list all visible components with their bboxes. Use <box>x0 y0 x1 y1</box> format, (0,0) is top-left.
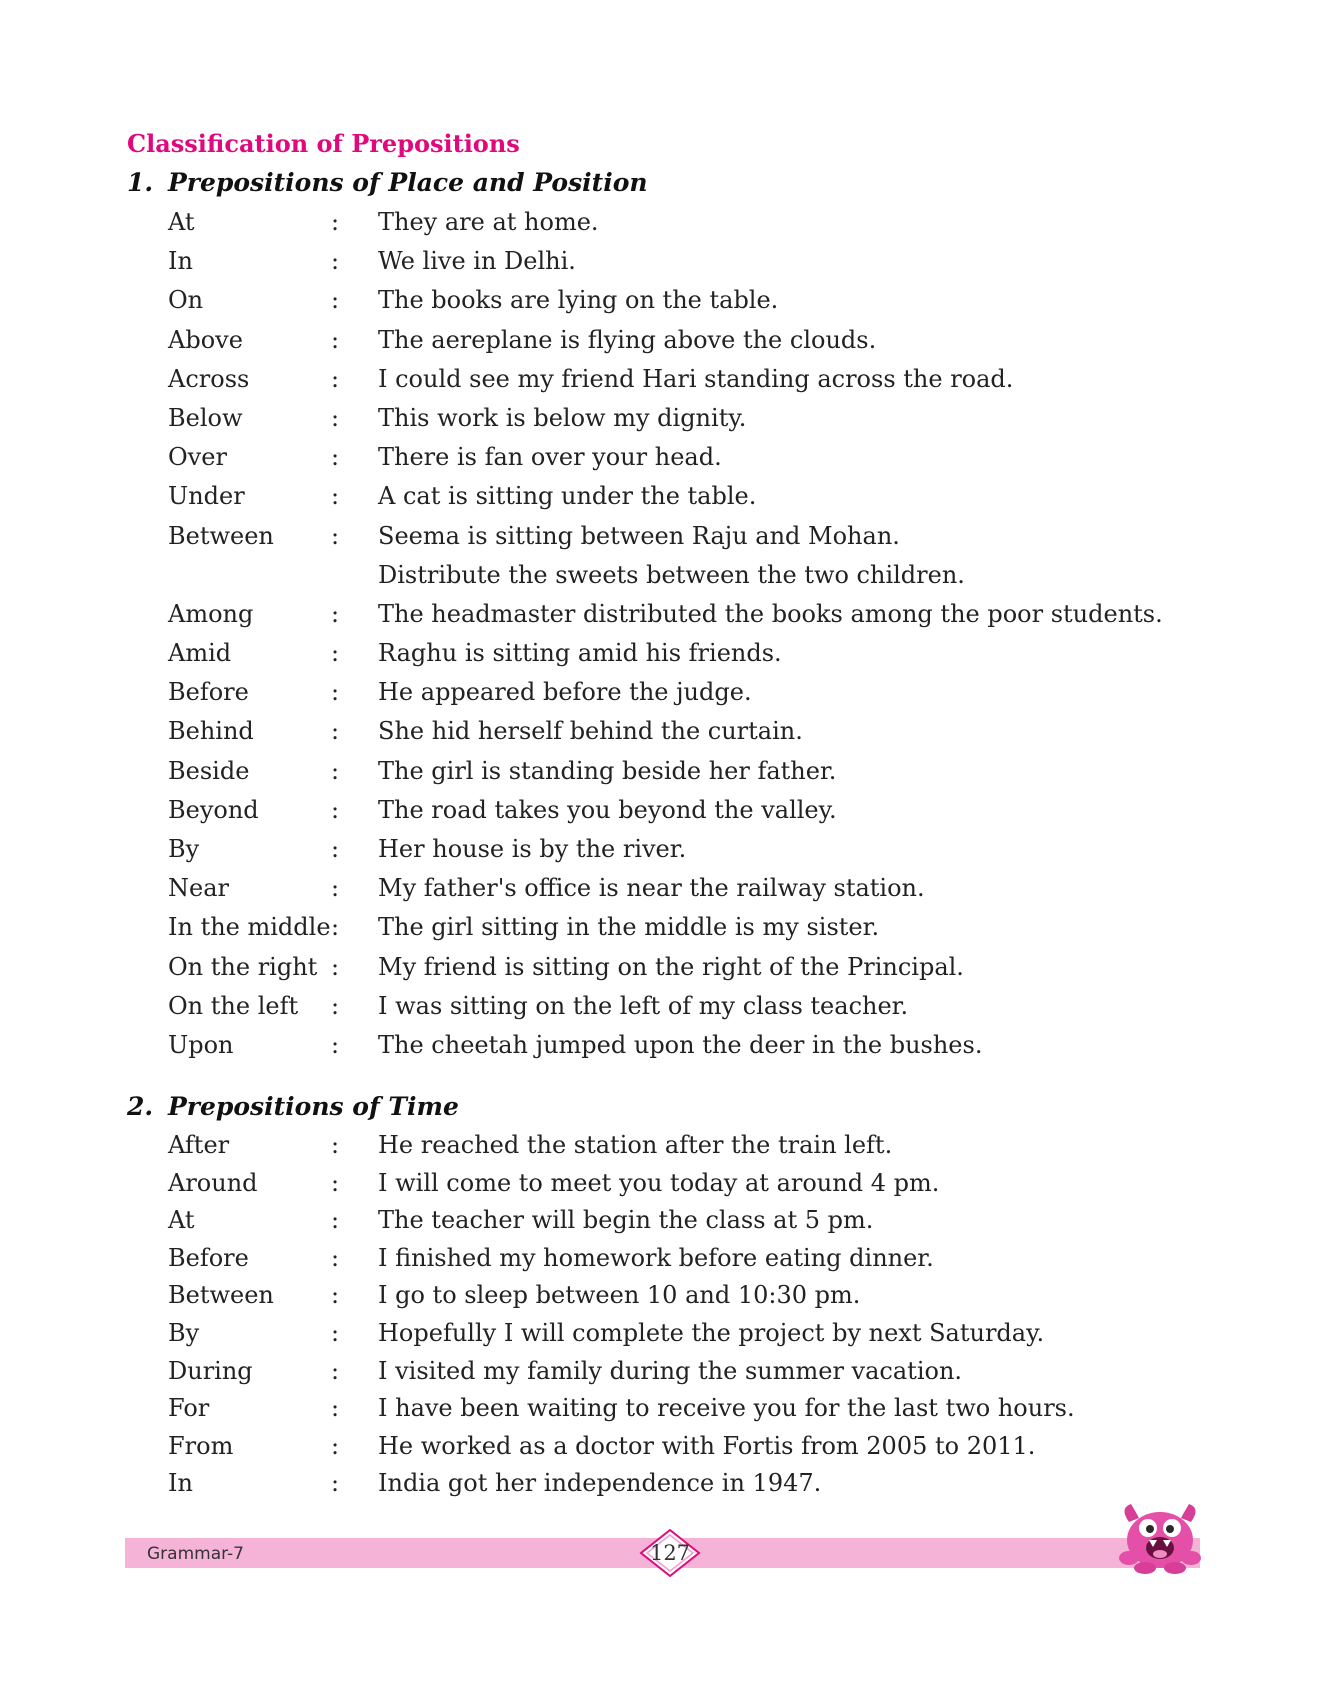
example-sentence: The cheetah jumped upon the deer in the bushes. <box>378 1030 983 1059</box>
preposition-row <box>127 1026 1127 1065</box>
preposition-word: In the middle <box>168 913 331 942</box>
preposition-row <box>127 673 1127 712</box>
section-title <box>127 1087 1127 1127</box>
preposition-row <box>127 517 1127 556</box>
example-sentence: Seema is sitting between Raju and Mohan. <box>378 521 900 550</box>
separator-colon: : <box>331 1206 340 1235</box>
section-title-text: Prepositions of Place and Position <box>168 168 648 197</box>
example-sentence: I will come to meet you today at around 4 pm. <box>378 1168 940 1197</box>
preposition-row <box>127 1390 1127 1428</box>
preposition-word: During <box>168 1356 253 1385</box>
preposition-row <box>127 1353 1127 1391</box>
section-title-text: Prepositions of Time <box>168 1092 459 1121</box>
separator-colon: : <box>331 1356 340 1385</box>
separator-colon: : <box>331 1168 340 1197</box>
separator-colon: : <box>331 208 340 236</box>
preposition-word: Behind <box>168 717 254 746</box>
preposition-word: At <box>168 1206 195 1235</box>
preposition-word: From <box>168 1431 234 1460</box>
section-title <box>127 163 1127 203</box>
separator-colon: : <box>331 521 340 550</box>
example-sentence: They are at home. <box>378 208 599 236</box>
section-time <box>127 1087 1127 1503</box>
example-sentence: The girl is standing beside her father. <box>378 756 837 785</box>
separator-colon: : <box>331 874 340 903</box>
example-sentence: She hid herself behind the curtain. <box>378 717 803 746</box>
example-sentence: I finished my homework before eating dinner. <box>378 1243 934 1272</box>
separator-colon: : <box>331 991 340 1020</box>
separator-colon: : <box>331 835 340 863</box>
preposition-word: Under <box>168 482 245 511</box>
preposition-word: Amid <box>168 639 232 668</box>
preposition-word: Between <box>168 521 274 550</box>
pink-monster-mascot-icon <box>1115 1500 1205 1575</box>
preposition-word: Among <box>168 599 254 628</box>
example-sentence: The teacher will begin the class at 5 pm. <box>378 1206 874 1235</box>
preposition-row <box>127 321 1127 360</box>
preposition-row <box>127 1465 1127 1503</box>
example-sentence: My father's office is near the railway station. <box>378 874 925 903</box>
preposition-row <box>127 908 1127 947</box>
preposition-word: Near <box>168 874 229 903</box>
page-number-badge <box>639 1528 701 1578</box>
section-place-position <box>127 163 1163 1065</box>
separator-colon: : <box>331 247 340 276</box>
footer-book-label: Grammar-7 <box>147 1544 244 1564</box>
page-heading: Classification of Prepositions <box>127 129 520 158</box>
separator-colon: : <box>331 1394 340 1423</box>
preposition-word: In <box>168 1469 193 1498</box>
preposition-word: At <box>168 208 195 236</box>
page-number: 127 <box>649 1541 691 1565</box>
preposition-row <box>127 1165 1127 1203</box>
preposition-word: By <box>168 1318 200 1347</box>
preposition-word: Below <box>168 403 243 432</box>
preposition-word: On <box>168 286 204 315</box>
preposition-row <box>127 948 1127 987</box>
example-sentence: The aereplane is flying above the clouds. <box>378 325 877 354</box>
example-sentence: My friend is sitting on the right of the Principal. <box>378 952 964 981</box>
preposition-word: Upon <box>168 1030 234 1059</box>
example-sentence: He appeared before the judge. <box>378 678 752 707</box>
preposition-row <box>127 1277 1127 1315</box>
preposition-row <box>127 556 1127 595</box>
example-sentence: This work is below my dignity. <box>378 403 747 432</box>
preposition-word: On the right <box>168 952 318 981</box>
separator-colon: : <box>331 1030 340 1059</box>
preposition-row <box>127 1315 1127 1353</box>
preposition-word: On the left <box>168 991 299 1020</box>
page-footer <box>125 1538 1200 1568</box>
example-sentence: Raghu is sitting amid his friends. <box>378 639 782 668</box>
preposition-row <box>127 791 1127 830</box>
separator-colon: : <box>331 1318 340 1347</box>
example-sentence: The books are lying on the table. <box>378 286 779 315</box>
preposition-word: Above <box>168 325 243 354</box>
example-sentence: I could see my friend Hari standing across the road. <box>378 364 1014 393</box>
example-sentence: There is fan over your head. <box>378 443 722 472</box>
preposition-row <box>127 242 1127 281</box>
separator-colon: : <box>331 678 340 707</box>
separator-colon: : <box>331 403 340 432</box>
preposition-word: In <box>168 247 193 276</box>
separator-colon: : <box>331 795 340 824</box>
example-sentence: He reached the station after the train left. <box>378 1131 893 1159</box>
example-sentence: Distribute the sweets between the two children. <box>378 560 965 589</box>
preposition-row <box>127 595 1163 634</box>
preposition-row <box>127 1428 1127 1466</box>
separator-colon: : <box>331 482 340 511</box>
example-sentence: I visited my family during the summer vacation. <box>378 1356 963 1385</box>
example-sentence: We live in Delhi. <box>378 247 576 276</box>
preposition-word: Around <box>168 1168 258 1197</box>
preposition-row <box>127 634 1127 673</box>
example-sentence: Her house is by the river. <box>378 835 687 863</box>
preposition-row <box>127 281 1127 320</box>
preposition-row <box>127 360 1127 399</box>
preposition-row <box>127 1127 1127 1165</box>
preposition-row <box>127 1240 1127 1278</box>
separator-colon: : <box>331 756 340 785</box>
section-number: 2. <box>127 1092 154 1121</box>
separator-colon: : <box>331 599 340 628</box>
separator-colon: : <box>331 1281 340 1310</box>
separator-colon: : <box>331 1243 340 1272</box>
separator-colon: : <box>331 639 340 668</box>
separator-colon: : <box>331 364 340 393</box>
separator-colon: : <box>331 1131 340 1159</box>
example-sentence: I was sitting on the left of my class teacher. <box>378 991 909 1020</box>
preposition-word: Over <box>168 443 227 472</box>
separator-colon: : <box>331 443 340 472</box>
example-sentence: The road takes you beyond the valley. <box>378 795 837 824</box>
example-sentence: I have been waiting to receive you for the last two hours. <box>378 1394 1075 1423</box>
separator-colon: : <box>331 717 340 746</box>
preposition-row <box>127 830 1127 869</box>
example-sentence: A cat is sitting under the table. <box>378 482 757 511</box>
preposition-word: Between <box>168 1281 274 1310</box>
example-sentence: India got her independence in 1947. <box>378 1469 822 1498</box>
preposition-row <box>127 869 1127 908</box>
preposition-word: Before <box>168 678 249 707</box>
example-sentence: He worked as a doctor with Fortis from 2005 to 2011. <box>378 1431 1036 1460</box>
separator-colon: : <box>331 952 340 981</box>
preposition-row <box>127 712 1127 751</box>
preposition-row <box>127 203 1127 242</box>
preposition-row <box>127 399 1127 438</box>
separator-colon: : <box>331 1431 340 1460</box>
preposition-word: For <box>168 1394 210 1423</box>
separator-colon: : <box>331 913 340 942</box>
preposition-word: Across <box>168 364 250 393</box>
preposition-word: Beside <box>168 756 250 785</box>
separator-colon: : <box>331 286 340 315</box>
preposition-word: After <box>168 1131 230 1159</box>
preposition-row <box>127 477 1127 516</box>
separator-colon: : <box>331 1469 340 1498</box>
example-sentence: Hopefully I will complete the project by next Saturday. <box>378 1318 1045 1347</box>
preposition-word: By <box>168 835 200 863</box>
separator-colon: : <box>331 325 340 354</box>
section-number: 1. <box>127 168 154 197</box>
preposition-word: Beyond <box>168 795 259 824</box>
preposition-word: Before <box>168 1243 249 1272</box>
preposition-row <box>127 752 1127 791</box>
example-sentence: I go to sleep between 10 and 10:30 pm. <box>378 1281 861 1310</box>
example-sentence: The headmaster distributed the books among the poor students. <box>378 599 1163 628</box>
preposition-row <box>127 1202 1127 1240</box>
example-sentence: The girl sitting in the middle is my sister. <box>378 913 880 942</box>
preposition-row <box>127 987 1127 1026</box>
preposition-row <box>127 438 1127 477</box>
